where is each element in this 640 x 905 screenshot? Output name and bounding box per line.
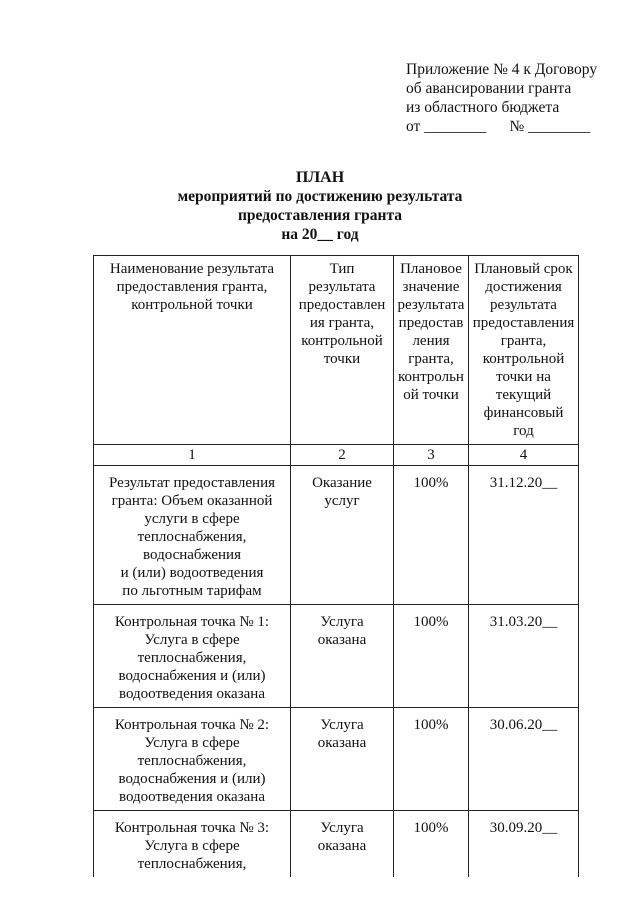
column-number: 1 (94, 445, 291, 466)
header-cell-name: Наименование результата предоставления гранта, контрольной точки (94, 256, 291, 445)
appendix-note (406, 60, 597, 136)
title-line: предоставления гранта (237, 207, 402, 224)
header-cell-type: Тип результата предоставлен ия гранта, контрольной точки (291, 256, 394, 445)
row-name: Результат предоставления гранта: Объем оказанной услуги в сфере теплоснабжения, водоснабжения и (или) водоотведения по льготным тарифам (94, 466, 291, 605)
row-date: 30.06.20__ (469, 708, 579, 811)
title-line: мероприятий по достижению результата (177, 188, 463, 205)
table-row (94, 811, 579, 878)
appendix-line: об авансировании гранта (406, 80, 572, 97)
table-header-row (94, 256, 579, 445)
title-line: на 20__ год (281, 226, 359, 243)
plan-table (93, 255, 579, 877)
row-value: 100% (394, 605, 469, 708)
row-name: Контрольная точка № 2: Услуга в сфере теплоснабжения, водоснабжения и (или) водоотведения оказана (94, 708, 291, 811)
document-title (0, 168, 640, 244)
row-value: 100% (394, 466, 469, 605)
table-row (94, 605, 579, 708)
row-type: Услуга оказана (291, 605, 394, 708)
row-date: 30.09.20__ (469, 811, 579, 878)
row-type: Оказание услуг (291, 466, 394, 605)
row-type: Услуга оказана (291, 811, 394, 878)
row-value: 100% (394, 811, 469, 878)
table-row (94, 466, 579, 605)
header-cell-value: Плановое значение результата предостав ления гранта, контрольн ой точки (394, 256, 469, 445)
row-name: Контрольная точка № 3: Услуга в сфере теплоснабжения, (94, 811, 291, 878)
appendix-line: от ________ № ________ (406, 118, 591, 135)
appendix-line: Приложение № 4 к Договору (406, 61, 598, 78)
row-date: 31.12.20__ (469, 466, 579, 605)
column-number: 2 (291, 445, 394, 466)
header-cell-date: Плановый срок достижения результата предоставления гранта, контрольной точки на текущий финансовый год (469, 256, 579, 445)
row-type: Услуга оказана (291, 708, 394, 811)
row-name: Контрольная точка № 1: Услуга в сфере теплоснабжения, водоснабжения и (или) водоотведения оказана (94, 605, 291, 708)
appendix-line: из областного бюджета (406, 99, 560, 116)
column-number: 3 (394, 445, 469, 466)
row-date: 31.03.20__ (469, 605, 579, 708)
row-value: 100% (394, 708, 469, 811)
column-number: 4 (469, 445, 579, 466)
column-number-row (94, 445, 579, 466)
table-row (94, 708, 579, 811)
title-main: ПЛАН (295, 169, 345, 186)
